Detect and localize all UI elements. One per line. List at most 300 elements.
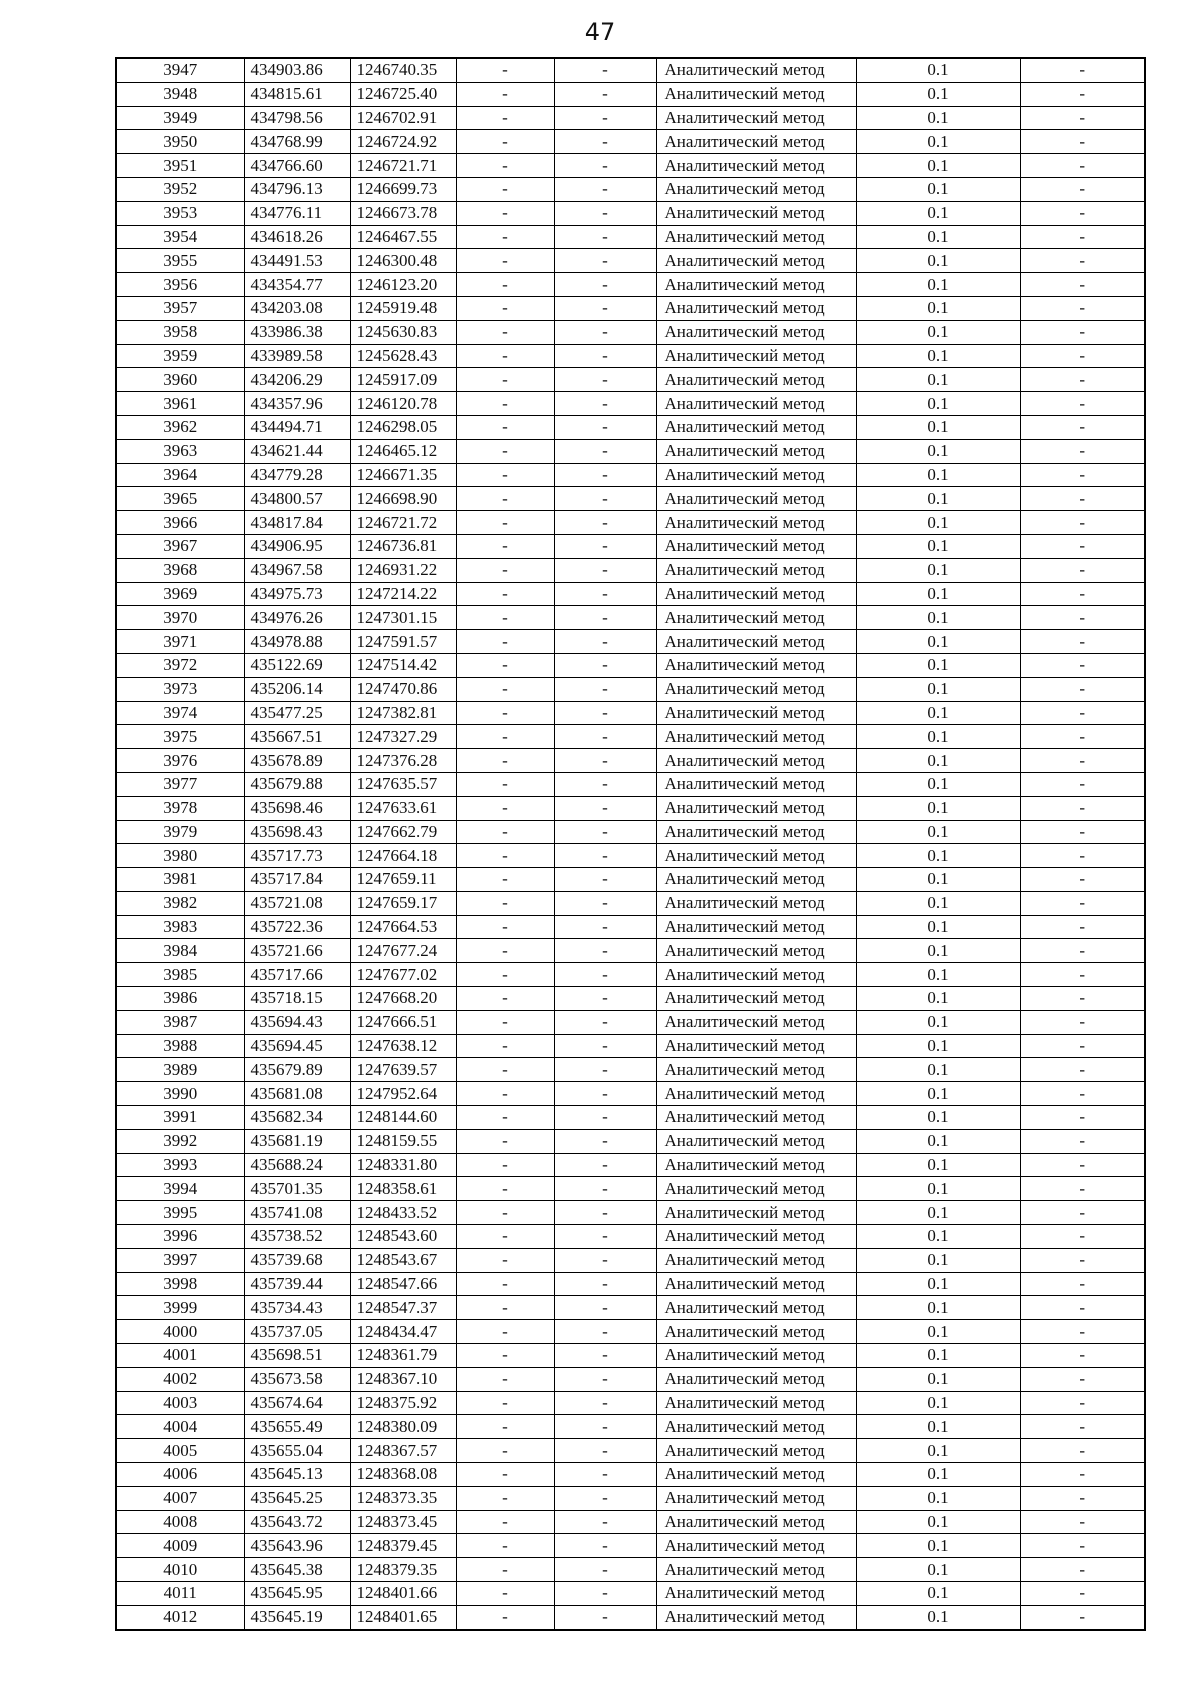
method-cell: Аналитический метод bbox=[656, 439, 856, 463]
empty-dash-cell: - bbox=[1020, 177, 1145, 201]
method-cell: Аналитический метод bbox=[656, 915, 856, 939]
empty-dash-cell: - bbox=[456, 487, 554, 511]
table-row bbox=[116, 1439, 1145, 1463]
empty-dash-cell: - bbox=[1020, 463, 1145, 487]
empty-dash-cell: - bbox=[456, 1486, 554, 1510]
x-coordinate-cell: 435698.51 bbox=[244, 1344, 350, 1368]
point-number-cell: 3963 bbox=[116, 439, 244, 463]
point-number-cell: 3977 bbox=[116, 772, 244, 796]
table-row bbox=[116, 1106, 1145, 1130]
table-row bbox=[116, 653, 1145, 677]
table-row bbox=[116, 511, 1145, 535]
x-coordinate-cell: 434796.13 bbox=[244, 177, 350, 201]
empty-dash-cell: - bbox=[456, 1534, 554, 1558]
empty-dash-cell: - bbox=[554, 201, 656, 225]
table-row bbox=[116, 225, 1145, 249]
point-number-cell: 4011 bbox=[116, 1582, 244, 1606]
point-number-cell: 4009 bbox=[116, 1534, 244, 1558]
x-coordinate-cell: 435688.24 bbox=[244, 1153, 350, 1177]
empty-dash-cell: - bbox=[554, 1486, 656, 1510]
empty-dash-cell: - bbox=[456, 1177, 554, 1201]
point-number-cell: 3960 bbox=[116, 368, 244, 392]
y-coordinate-cell: 1248434.47 bbox=[350, 1320, 456, 1344]
empty-dash-cell: - bbox=[554, 630, 656, 654]
x-coordinate-cell: 434768.99 bbox=[244, 130, 350, 154]
empty-dash-cell: - bbox=[1020, 1439, 1145, 1463]
table-row bbox=[116, 249, 1145, 273]
y-coordinate-cell: 1247301.15 bbox=[350, 606, 456, 630]
empty-dash-cell: - bbox=[456, 677, 554, 701]
empty-dash-cell: - bbox=[456, 1248, 554, 1272]
y-coordinate-cell: 1248379.35 bbox=[350, 1558, 456, 1582]
x-coordinate-cell: 435734.43 bbox=[244, 1296, 350, 1320]
empty-dash-cell: - bbox=[456, 344, 554, 368]
x-coordinate-cell: 435721.08 bbox=[244, 891, 350, 915]
method-cell: Аналитический метод bbox=[656, 320, 856, 344]
x-coordinate-cell: 434976.26 bbox=[244, 606, 350, 630]
point-number-cell: 3991 bbox=[116, 1106, 244, 1130]
accuracy-cell: 0.1 bbox=[856, 249, 1020, 273]
method-cell: Аналитический метод bbox=[656, 1367, 856, 1391]
point-number-cell: 3966 bbox=[116, 511, 244, 535]
method-cell: Аналитический метод bbox=[656, 749, 856, 773]
table-row bbox=[116, 201, 1145, 225]
point-number-cell: 4012 bbox=[116, 1605, 244, 1629]
method-cell: Аналитический метод bbox=[656, 1058, 856, 1082]
accuracy-cell: 0.1 bbox=[856, 891, 1020, 915]
accuracy-cell: 0.1 bbox=[856, 868, 1020, 892]
x-coordinate-cell: 434978.88 bbox=[244, 630, 350, 654]
table-row bbox=[116, 844, 1145, 868]
table-row bbox=[116, 177, 1145, 201]
method-cell: Аналитический метод bbox=[656, 273, 856, 297]
method-cell: Аналитический метод bbox=[656, 534, 856, 558]
x-coordinate-cell: 435477.25 bbox=[244, 701, 350, 725]
x-coordinate-cell: 435122.69 bbox=[244, 653, 350, 677]
table-row bbox=[116, 487, 1145, 511]
accuracy-cell: 0.1 bbox=[856, 820, 1020, 844]
empty-dash-cell: - bbox=[554, 487, 656, 511]
y-coordinate-cell: 1247635.57 bbox=[350, 772, 456, 796]
table-row bbox=[116, 154, 1145, 178]
y-coordinate-cell: 1248401.66 bbox=[350, 1582, 456, 1606]
accuracy-cell: 0.1 bbox=[856, 1082, 1020, 1106]
empty-dash-cell: - bbox=[1020, 915, 1145, 939]
empty-dash-cell: - bbox=[1020, 130, 1145, 154]
y-coordinate-cell: 1247382.81 bbox=[350, 701, 456, 725]
accuracy-cell: 0.1 bbox=[856, 534, 1020, 558]
table-row bbox=[116, 1534, 1145, 1558]
empty-dash-cell: - bbox=[456, 1320, 554, 1344]
accuracy-cell: 0.1 bbox=[856, 511, 1020, 535]
x-coordinate-cell: 435645.19 bbox=[244, 1605, 350, 1629]
method-cell: Аналитический метод bbox=[656, 1082, 856, 1106]
y-coordinate-cell: 1248401.65 bbox=[350, 1605, 456, 1629]
empty-dash-cell: - bbox=[554, 1082, 656, 1106]
table-row bbox=[116, 415, 1145, 439]
empty-dash-cell: - bbox=[554, 963, 656, 987]
x-coordinate-cell: 434967.58 bbox=[244, 558, 350, 582]
method-cell: Аналитический метод bbox=[656, 1106, 856, 1130]
method-cell: Аналитический метод bbox=[656, 606, 856, 630]
empty-dash-cell: - bbox=[1020, 891, 1145, 915]
empty-dash-cell: - bbox=[554, 511, 656, 535]
x-coordinate-cell: 435682.34 bbox=[244, 1106, 350, 1130]
point-number-cell: 4005 bbox=[116, 1439, 244, 1463]
method-cell: Аналитический метод bbox=[656, 1510, 856, 1534]
point-number-cell: 4004 bbox=[116, 1415, 244, 1439]
empty-dash-cell: - bbox=[1020, 511, 1145, 535]
y-coordinate-cell: 1246740.35 bbox=[350, 58, 456, 82]
x-coordinate-cell: 435645.25 bbox=[244, 1486, 350, 1510]
empty-dash-cell: - bbox=[1020, 1177, 1145, 1201]
empty-dash-cell: - bbox=[1020, 820, 1145, 844]
empty-dash-cell: - bbox=[456, 868, 554, 892]
y-coordinate-cell: 1246698.90 bbox=[350, 487, 456, 511]
accuracy-cell: 0.1 bbox=[856, 1534, 1020, 1558]
y-coordinate-cell: 1246702.91 bbox=[350, 106, 456, 130]
empty-dash-cell: - bbox=[554, 939, 656, 963]
x-coordinate-cell: 434815.61 bbox=[244, 82, 350, 106]
empty-dash-cell: - bbox=[1020, 582, 1145, 606]
table-row bbox=[116, 463, 1145, 487]
empty-dash-cell: - bbox=[554, 1439, 656, 1463]
accuracy-cell: 0.1 bbox=[856, 1439, 1020, 1463]
table-row bbox=[116, 725, 1145, 749]
y-coordinate-cell: 1246721.72 bbox=[350, 511, 456, 535]
empty-dash-cell: - bbox=[456, 58, 554, 82]
point-number-cell: 3949 bbox=[116, 106, 244, 130]
x-coordinate-cell: 434903.86 bbox=[244, 58, 350, 82]
empty-dash-cell: - bbox=[1020, 1463, 1145, 1487]
table-row bbox=[116, 1272, 1145, 1296]
x-coordinate-cell: 435717.84 bbox=[244, 868, 350, 892]
method-cell: Аналитический метод bbox=[656, 392, 856, 416]
method-cell: Аналитический метод bbox=[656, 1129, 856, 1153]
table-row bbox=[116, 1034, 1145, 1058]
empty-dash-cell: - bbox=[554, 1129, 656, 1153]
accuracy-cell: 0.1 bbox=[856, 1415, 1020, 1439]
empty-dash-cell: - bbox=[456, 1582, 554, 1606]
empty-dash-cell: - bbox=[456, 225, 554, 249]
accuracy-cell: 0.1 bbox=[856, 1010, 1020, 1034]
y-coordinate-cell: 1245628.43 bbox=[350, 344, 456, 368]
x-coordinate-cell: 435721.66 bbox=[244, 939, 350, 963]
point-number-cell: 3962 bbox=[116, 415, 244, 439]
empty-dash-cell: - bbox=[554, 558, 656, 582]
y-coordinate-cell: 1245630.83 bbox=[350, 320, 456, 344]
method-cell: Аналитический метод bbox=[656, 1177, 856, 1201]
empty-dash-cell: - bbox=[554, 534, 656, 558]
empty-dash-cell: - bbox=[1020, 1534, 1145, 1558]
empty-dash-cell: - bbox=[1020, 392, 1145, 416]
point-number-cell: 3986 bbox=[116, 987, 244, 1011]
empty-dash-cell: - bbox=[456, 582, 554, 606]
empty-dash-cell: - bbox=[456, 1367, 554, 1391]
point-number-cell: 4007 bbox=[116, 1486, 244, 1510]
empty-dash-cell: - bbox=[1020, 772, 1145, 796]
method-cell: Аналитический метод bbox=[656, 653, 856, 677]
empty-dash-cell: - bbox=[554, 1177, 656, 1201]
table-row bbox=[116, 1367, 1145, 1391]
accuracy-cell: 0.1 bbox=[856, 154, 1020, 178]
y-coordinate-cell: 1248547.66 bbox=[350, 1272, 456, 1296]
accuracy-cell: 0.1 bbox=[856, 1106, 1020, 1130]
y-coordinate-cell: 1246123.20 bbox=[350, 273, 456, 297]
empty-dash-cell: - bbox=[456, 653, 554, 677]
empty-dash-cell: - bbox=[1020, 1272, 1145, 1296]
empty-dash-cell: - bbox=[456, 1106, 554, 1130]
accuracy-cell: 0.1 bbox=[856, 749, 1020, 773]
accuracy-cell: 0.1 bbox=[856, 1558, 1020, 1582]
y-coordinate-cell: 1248373.45 bbox=[350, 1510, 456, 1534]
empty-dash-cell: - bbox=[554, 1320, 656, 1344]
point-number-cell: 3985 bbox=[116, 963, 244, 987]
method-cell: Аналитический метод bbox=[656, 1153, 856, 1177]
empty-dash-cell: - bbox=[554, 1510, 656, 1534]
point-number-cell: 3975 bbox=[116, 725, 244, 749]
empty-dash-cell: - bbox=[554, 987, 656, 1011]
x-coordinate-cell: 434906.95 bbox=[244, 534, 350, 558]
accuracy-cell: 0.1 bbox=[856, 1320, 1020, 1344]
table-row bbox=[116, 320, 1145, 344]
x-coordinate-cell: 435718.15 bbox=[244, 987, 350, 1011]
empty-dash-cell: - bbox=[456, 558, 554, 582]
empty-dash-cell: - bbox=[456, 415, 554, 439]
empty-dash-cell: - bbox=[456, 1153, 554, 1177]
method-cell: Аналитический метод bbox=[656, 1534, 856, 1558]
empty-dash-cell: - bbox=[1020, 1367, 1145, 1391]
y-coordinate-cell: 1248375.92 bbox=[350, 1391, 456, 1415]
point-number-cell: 4000 bbox=[116, 1320, 244, 1344]
empty-dash-cell: - bbox=[1020, 534, 1145, 558]
point-number-cell: 3970 bbox=[116, 606, 244, 630]
empty-dash-cell: - bbox=[554, 582, 656, 606]
empty-dash-cell: - bbox=[1020, 1344, 1145, 1368]
empty-dash-cell: - bbox=[554, 1201, 656, 1225]
method-cell: Аналитический метод bbox=[656, 868, 856, 892]
y-coordinate-cell: 1246721.71 bbox=[350, 154, 456, 178]
y-coordinate-cell: 1247633.61 bbox=[350, 796, 456, 820]
method-cell: Аналитический метод bbox=[656, 677, 856, 701]
empty-dash-cell: - bbox=[456, 1201, 554, 1225]
empty-dash-cell: - bbox=[1020, 1510, 1145, 1534]
point-number-cell: 3967 bbox=[116, 534, 244, 558]
empty-dash-cell: - bbox=[554, 1391, 656, 1415]
empty-dash-cell: - bbox=[554, 106, 656, 130]
y-coordinate-cell: 1248331.80 bbox=[350, 1153, 456, 1177]
y-coordinate-cell: 1246298.05 bbox=[350, 415, 456, 439]
point-number-cell: 3976 bbox=[116, 749, 244, 773]
y-coordinate-cell: 1248144.60 bbox=[350, 1106, 456, 1130]
empty-dash-cell: - bbox=[554, 725, 656, 749]
method-cell: Аналитический метод bbox=[656, 177, 856, 201]
empty-dash-cell: - bbox=[554, 1010, 656, 1034]
x-coordinate-cell: 434491.53 bbox=[244, 249, 350, 273]
point-number-cell: 3955 bbox=[116, 249, 244, 273]
table-row bbox=[116, 939, 1145, 963]
empty-dash-cell: - bbox=[456, 249, 554, 273]
x-coordinate-cell: 434357.96 bbox=[244, 392, 350, 416]
empty-dash-cell: - bbox=[554, 368, 656, 392]
method-cell: Аналитический метод bbox=[656, 844, 856, 868]
empty-dash-cell: - bbox=[456, 630, 554, 654]
x-coordinate-cell: 434776.11 bbox=[244, 201, 350, 225]
empty-dash-cell: - bbox=[456, 463, 554, 487]
method-cell: Аналитический метод bbox=[656, 1320, 856, 1344]
method-cell: Аналитический метод bbox=[656, 1558, 856, 1582]
accuracy-cell: 0.1 bbox=[856, 463, 1020, 487]
method-cell: Аналитический метод bbox=[656, 130, 856, 154]
accuracy-cell: 0.1 bbox=[856, 106, 1020, 130]
x-coordinate-cell: 434766.60 bbox=[244, 154, 350, 178]
empty-dash-cell: - bbox=[1020, 1558, 1145, 1582]
accuracy-cell: 0.1 bbox=[856, 1225, 1020, 1249]
accuracy-cell: 0.1 bbox=[856, 1367, 1020, 1391]
accuracy-cell: 0.1 bbox=[856, 82, 1020, 106]
x-coordinate-cell: 434817.84 bbox=[244, 511, 350, 535]
empty-dash-cell: - bbox=[456, 296, 554, 320]
y-coordinate-cell: 1248543.67 bbox=[350, 1248, 456, 1272]
y-coordinate-cell: 1247677.24 bbox=[350, 939, 456, 963]
x-coordinate-cell: 435206.14 bbox=[244, 677, 350, 701]
accuracy-cell: 0.1 bbox=[856, 987, 1020, 1011]
table-row bbox=[116, 891, 1145, 915]
empty-dash-cell: - bbox=[456, 1558, 554, 1582]
empty-dash-cell: - bbox=[456, 963, 554, 987]
point-number-cell: 3993 bbox=[116, 1153, 244, 1177]
point-number-cell: 3998 bbox=[116, 1272, 244, 1296]
point-number-cell: 3982 bbox=[116, 891, 244, 915]
y-coordinate-cell: 1248159.55 bbox=[350, 1129, 456, 1153]
empty-dash-cell: - bbox=[1020, 701, 1145, 725]
method-cell: Аналитический метод bbox=[656, 1391, 856, 1415]
accuracy-cell: 0.1 bbox=[856, 844, 1020, 868]
method-cell: Аналитический метод bbox=[656, 1486, 856, 1510]
table-row bbox=[116, 344, 1145, 368]
empty-dash-cell: - bbox=[1020, 749, 1145, 773]
x-coordinate-cell: 435645.95 bbox=[244, 1582, 350, 1606]
method-cell: Аналитический метод bbox=[656, 1582, 856, 1606]
method-cell: Аналитический метод bbox=[656, 1463, 856, 1487]
accuracy-cell: 0.1 bbox=[856, 725, 1020, 749]
table-row bbox=[116, 796, 1145, 820]
y-coordinate-cell: 1246671.35 bbox=[350, 463, 456, 487]
method-cell: Аналитический метод bbox=[656, 1225, 856, 1249]
empty-dash-cell: - bbox=[1020, 558, 1145, 582]
table-row bbox=[116, 82, 1145, 106]
point-number-cell: 4008 bbox=[116, 1510, 244, 1534]
empty-dash-cell: - bbox=[456, 1415, 554, 1439]
y-coordinate-cell: 1246699.73 bbox=[350, 177, 456, 201]
empty-dash-cell: - bbox=[456, 368, 554, 392]
accuracy-cell: 0.1 bbox=[856, 225, 1020, 249]
table-row bbox=[116, 368, 1145, 392]
empty-dash-cell: - bbox=[456, 772, 554, 796]
empty-dash-cell: - bbox=[1020, 154, 1145, 178]
accuracy-cell: 0.1 bbox=[856, 677, 1020, 701]
method-cell: Аналитический метод bbox=[656, 891, 856, 915]
accuracy-cell: 0.1 bbox=[856, 606, 1020, 630]
x-coordinate-cell: 434975.73 bbox=[244, 582, 350, 606]
empty-dash-cell: - bbox=[554, 1248, 656, 1272]
empty-dash-cell: - bbox=[554, 1153, 656, 1177]
point-number-cell: 4010 bbox=[116, 1558, 244, 1582]
table-row bbox=[116, 58, 1145, 82]
x-coordinate-cell: 435673.58 bbox=[244, 1367, 350, 1391]
empty-dash-cell: - bbox=[1020, 1225, 1145, 1249]
x-coordinate-cell: 435678.89 bbox=[244, 749, 350, 773]
point-number-cell: 3951 bbox=[116, 154, 244, 178]
point-number-cell: 3997 bbox=[116, 1248, 244, 1272]
method-cell: Аналитический метод bbox=[656, 1034, 856, 1058]
x-coordinate-cell: 433986.38 bbox=[244, 320, 350, 344]
table-row bbox=[116, 963, 1145, 987]
point-number-cell: 4006 bbox=[116, 1463, 244, 1487]
y-coordinate-cell: 1247638.12 bbox=[350, 1034, 456, 1058]
empty-dash-cell: - bbox=[554, 1415, 656, 1439]
table-row bbox=[116, 1463, 1145, 1487]
empty-dash-cell: - bbox=[456, 1463, 554, 1487]
empty-dash-cell: - bbox=[554, 392, 656, 416]
empty-dash-cell: - bbox=[554, 796, 656, 820]
x-coordinate-cell: 435737.05 bbox=[244, 1320, 350, 1344]
method-cell: Аналитический метод bbox=[656, 1248, 856, 1272]
table-row bbox=[116, 1129, 1145, 1153]
method-cell: Аналитический метод bbox=[656, 939, 856, 963]
accuracy-cell: 0.1 bbox=[856, 1177, 1020, 1201]
empty-dash-cell: - bbox=[554, 1058, 656, 1082]
method-cell: Аналитический метод bbox=[656, 558, 856, 582]
empty-dash-cell: - bbox=[1020, 1320, 1145, 1344]
y-coordinate-cell: 1247470.86 bbox=[350, 677, 456, 701]
accuracy-cell: 0.1 bbox=[856, 1344, 1020, 1368]
accuracy-cell: 0.1 bbox=[856, 1391, 1020, 1415]
empty-dash-cell: - bbox=[1020, 1582, 1145, 1606]
method-cell: Аналитический метод bbox=[656, 1415, 856, 1439]
empty-dash-cell: - bbox=[554, 820, 656, 844]
y-coordinate-cell: 1247639.57 bbox=[350, 1058, 456, 1082]
x-coordinate-cell: 434618.26 bbox=[244, 225, 350, 249]
point-number-cell: 3980 bbox=[116, 844, 244, 868]
y-coordinate-cell: 1248379.45 bbox=[350, 1534, 456, 1558]
x-coordinate-cell: 435722.36 bbox=[244, 915, 350, 939]
accuracy-cell: 0.1 bbox=[856, 1034, 1020, 1058]
empty-dash-cell: - bbox=[456, 130, 554, 154]
method-cell: Аналитический метод bbox=[656, 463, 856, 487]
table-row bbox=[116, 701, 1145, 725]
y-coordinate-cell: 1247514.42 bbox=[350, 653, 456, 677]
empty-dash-cell: - bbox=[1020, 963, 1145, 987]
accuracy-cell: 0.1 bbox=[856, 1486, 1020, 1510]
method-cell: Аналитический метод bbox=[656, 582, 856, 606]
empty-dash-cell: - bbox=[554, 891, 656, 915]
point-number-cell: 3988 bbox=[116, 1034, 244, 1058]
empty-dash-cell: - bbox=[1020, 1486, 1145, 1510]
empty-dash-cell: - bbox=[554, 677, 656, 701]
x-coordinate-cell: 435655.49 bbox=[244, 1415, 350, 1439]
accuracy-cell: 0.1 bbox=[856, 796, 1020, 820]
empty-dash-cell: - bbox=[456, 1296, 554, 1320]
method-cell: Аналитический метод bbox=[656, 963, 856, 987]
x-coordinate-cell: 435645.13 bbox=[244, 1463, 350, 1487]
point-number-cell: 3954 bbox=[116, 225, 244, 249]
x-coordinate-cell: 435694.43 bbox=[244, 1010, 350, 1034]
empty-dash-cell: - bbox=[1020, 1058, 1145, 1082]
empty-dash-cell: - bbox=[456, 439, 554, 463]
table-row bbox=[116, 1415, 1145, 1439]
point-number-cell: 3948 bbox=[116, 82, 244, 106]
